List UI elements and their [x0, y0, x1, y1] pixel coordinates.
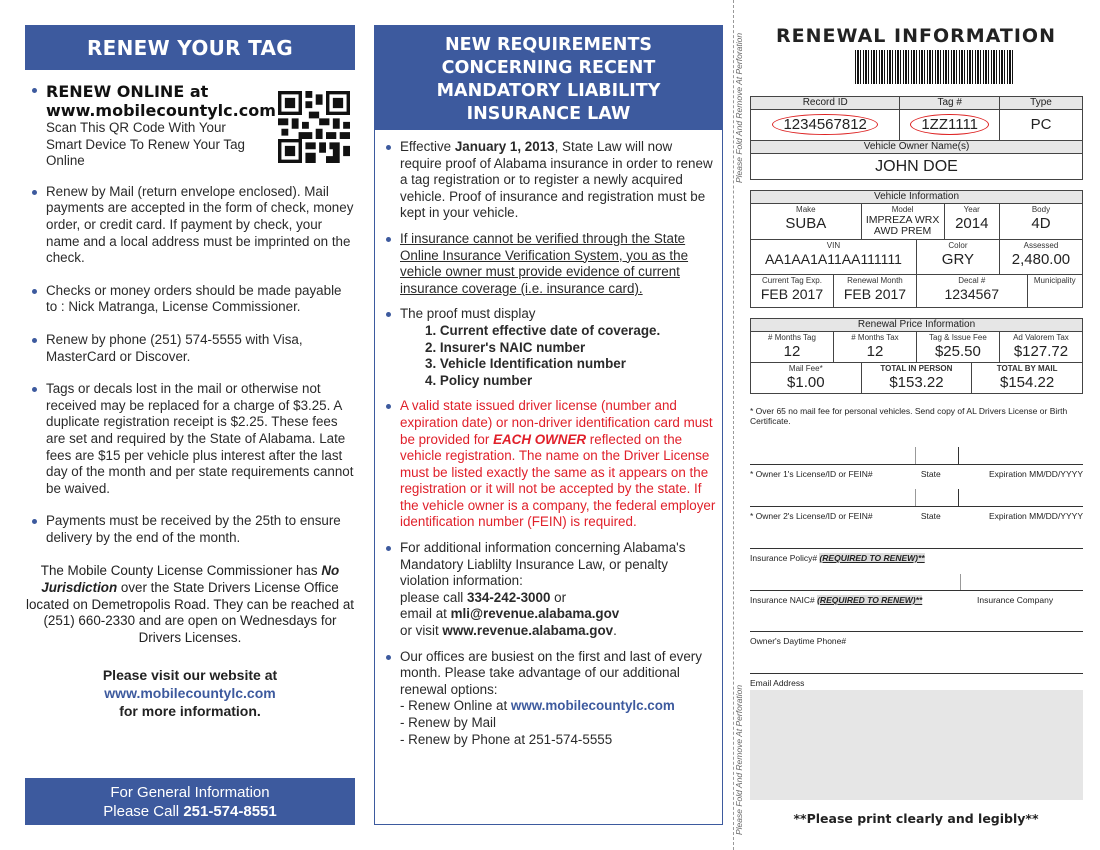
assessed-value: 2,480.00	[1011, 251, 1071, 268]
owner-label: Vehicle Owner Name(s)	[751, 141, 1083, 154]
panel-title: NEW REQUIREMENTS CONCERNING RECENT MANDATORY LIABILITY INSURANCE LAW	[375, 26, 722, 130]
total-by-mail-cell	[972, 363, 1083, 394]
vin-value: AA1AA1A11AA111111	[764, 251, 902, 267]
text: The proof must display	[400, 306, 536, 322]
each-owner-emphasis: EACH OWNER	[493, 431, 587, 447]
color-label: Color	[948, 241, 968, 250]
option: - Renew by Phone at 251-574-5555	[400, 731, 613, 747]
renewal-information-form	[748, 0, 1084, 850]
website-link[interactable]: www.mobilecountylc.com	[104, 685, 276, 702]
assessed-cell	[999, 240, 1082, 275]
price-table	[750, 318, 1083, 394]
renewal-month-label: Renewal Month	[847, 276, 903, 285]
decal-value: 1234567	[944, 286, 999, 302]
renewal-month-value: FEB 2017	[843, 286, 907, 302]
list-item	[379, 398, 716, 531]
text: for more information.	[119, 703, 261, 720]
ad-valorem-label: Ad Valorem Tax	[1013, 333, 1069, 342]
list-item: Payments must be received by the 25th to ensure delivery by the end of the month.	[25, 513, 355, 546]
months-tax-value: 12	[866, 343, 884, 360]
ad-valorem-cell	[999, 332, 1082, 363]
no-jurisdiction-emphasis: No Jurisdiction	[41, 563, 340, 596]
option: - Renew by Mail	[400, 715, 496, 730]
insurance-requirements-panel	[374, 25, 723, 825]
form-title: RENEWAL INFORMATION	[776, 25, 1056, 47]
barcode-icon	[855, 50, 1015, 84]
field-label: Insurance Policy#	[750, 553, 820, 563]
municipality-cell	[1027, 275, 1082, 308]
months-tax-label: # Months Tax	[851, 333, 899, 342]
required-note: (REQUIRED TO RENEW)**	[819, 553, 925, 563]
type-label: Type	[999, 97, 1082, 110]
list-item: Checks or money orders should be made payable to : Nick Matranga, License Commissioner.	[25, 283, 355, 316]
effective-date: January 1, 2013	[454, 139, 555, 154]
footer-text: For General Information	[110, 784, 270, 801]
fee-value: $25.50	[934, 343, 981, 360]
vin-label: VIN	[826, 241, 841, 250]
website-link[interactable]: www.mobilecountylc.com	[510, 698, 675, 714]
field-label: State	[920, 511, 941, 521]
field-label: Email Address	[750, 678, 805, 688]
website-link[interactable]: www.revenue.alabama.gov	[442, 623, 614, 639]
phone-number[interactable]: 334-242-3000	[467, 589, 551, 605]
field-label: Insurance NAIC#	[750, 595, 818, 605]
text: Our offices are busiest on the first and last of every month. Please take advantage of our additional renewal options:	[400, 648, 702, 697]
type-value: PC	[999, 110, 1082, 141]
divider	[915, 447, 916, 464]
footer-text: Please Call	[103, 803, 184, 820]
text: email at	[400, 606, 451, 622]
text: The Mobile County License Commissioner has	[40, 563, 322, 579]
qr-code-icon[interactable]	[278, 91, 350, 163]
months-tag-cell	[751, 332, 834, 363]
year-cell	[944, 204, 999, 240]
color-value: GRY	[941, 251, 975, 268]
fee-cell	[916, 332, 999, 363]
vehicle-info-label: Vehicle Information	[751, 191, 1083, 204]
qr-instructions: Scan This QR Code With Your Smart Device To Renew Your Tag Online	[46, 120, 245, 169]
owner1-license-field[interactable]	[750, 464, 1083, 479]
tag-value: 1ZZ1111	[910, 114, 989, 135]
mail-fee-label: Mail Fee*	[788, 364, 823, 373]
total-by-mail-label: TOTAL BY MAIL	[996, 364, 1058, 373]
decal-cell	[916, 275, 1027, 308]
panel-title: RENEW YOUR TAG	[25, 25, 355, 70]
renew-your-tag-panel	[25, 25, 355, 825]
make-value: SUBA	[785, 215, 827, 232]
visit-website-note	[25, 666, 355, 720]
text: For additional information concerning Alabama's Mandatory Liablilty Insurance Law, or penalty violation information:	[400, 540, 686, 589]
list-item: Tags or decals lost in the mail or otherwise not received may be replaced for a charge of $3.25. A duplicate registration receipt is $2.25. These fees are set and required by the State of Alabama. Late fees are $15 per vehicle plus interest after the last day of the month and per state requirements cannot be waived.	[25, 381, 355, 497]
email-link[interactable]: mli@revenue.alabama.gov	[450, 606, 620, 622]
model-cell	[861, 204, 944, 240]
text: over the State Drivers License Office located on Demetropolis Road. They can be reached at (251) 660-2330 and are open on Wednesdays for Drivers Licenses.	[25, 580, 355, 645]
list-item: If insurance cannot be verified through the State Online Insurance Verification System, you as the vehicle owner must provide evidence of current insurance coverage (i.e. insurance card).	[379, 231, 716, 297]
exp-label: Current Tag Exp.	[762, 276, 822, 285]
list-item	[379, 649, 716, 749]
record-id-value: 1234567812	[772, 114, 877, 135]
body-label: Body	[1031, 205, 1051, 214]
text: or visit	[400, 623, 443, 639]
daytime-phone-field[interactable]	[750, 631, 1083, 646]
assessed-label: Assessed	[1023, 241, 1059, 250]
field-label: Expiration MM/DD/YYYY	[988, 469, 1083, 479]
print-clearly-note: **Please print clearly and legibly**	[793, 811, 1039, 826]
proof-item: 4. Policy number	[425, 372, 533, 388]
months-tag-label: # Months Tag	[768, 333, 816, 342]
list-item	[379, 139, 716, 222]
decal-label: Decal #	[958, 276, 986, 285]
total-in-person-value: $153.22	[889, 374, 944, 391]
email-address-field[interactable]	[750, 690, 1083, 800]
list-item: For additional information concerning Alabama's Mandatory Liablilty Insurance Law, or penalty violation information: please call 334-242-3000 or email at mli@revenue.alabama.gov or visit www.revenue.alabama.gov.	[379, 540, 716, 640]
divider	[958, 489, 959, 506]
email-label-line	[750, 673, 1083, 688]
perforation-label: Please Fold And Remove At Perforation	[734, 684, 744, 835]
owner-value: JOHN DOE	[751, 154, 1083, 180]
tag-label: Tag #	[900, 97, 1000, 110]
record-id-label: Record ID	[751, 97, 900, 110]
text: Please visit our website at	[102, 667, 278, 684]
text: Effective	[400, 139, 455, 154]
insurance-naic-field[interactable]	[750, 590, 1083, 605]
record-table	[750, 96, 1083, 180]
fee-label: Tag & Issue Fee	[929, 333, 987, 342]
ad-valorem-value: $127.72	[1013, 343, 1069, 360]
total-in-person-label: TOTAL IN PERSON	[880, 364, 953, 373]
list-item	[379, 306, 716, 389]
general-info-footer	[25, 778, 355, 825]
mail-fee-note: * Over 65 no mail fee for personal vehicles. Send copy of AL Drivers License or Birth Certificate.	[750, 406, 1068, 426]
months-tax-cell	[833, 332, 916, 363]
text: A valid state issued driver license (number and expiration date) or non-driver identification card must be provided for	[400, 398, 713, 447]
year-label: Year	[963, 205, 980, 214]
color-cell	[916, 240, 999, 275]
year-value: 2014	[955, 215, 989, 232]
field-label: * Owner 1's License/ID or FEIN#	[750, 469, 873, 479]
required-note: (REQUIRED TO RENEW)**	[817, 595, 923, 605]
list-item: Renew by Mail (return envelope enclosed). Mail payments are accepted in the form of check, money order, or credit card. If payment by check, your name and a local address must be imprinted on the check.	[25, 184, 355, 267]
exp-cell	[751, 275, 834, 308]
months-tag-value: 12	[783, 343, 801, 360]
proof-item: 1. Current effective date of coverage.	[425, 322, 661, 338]
text: , State Law will now require proof of Alabama insurance in order to renew a tag registration or to register a newly acquired vehicle. Proof of insurance and registration must be kept in your vehicle.	[400, 139, 713, 221]
mail-fee-value: $1.00	[787, 374, 825, 391]
jurisdiction-note	[25, 563, 355, 646]
body-value: 4D	[1031, 215, 1051, 232]
insurance-policy-field[interactable]	[750, 548, 1083, 563]
vin-cell	[751, 240, 917, 275]
make-label: Make	[796, 205, 816, 214]
total-by-mail-value: $154.22	[1000, 374, 1055, 391]
model-value: IMPREZA WRX AWD PREM	[865, 214, 940, 237]
text: or	[550, 589, 567, 605]
list-item: Renew by phone (251) 574-5555 with Visa, MasterCard or Discover.	[25, 332, 355, 365]
divider	[915, 489, 916, 506]
renew-online-link[interactable]: www.mobilecountylc.com	[46, 101, 276, 120]
body-cell	[999, 204, 1082, 240]
divider	[958, 447, 959, 464]
text: reflected on the vehicle registration. The name on the Driver License must be listed exactly the same as it appears on the registration or it will not be accepted by the state. If the vehicle owner is a company, the federal employer identification number (FEIN) is required.	[400, 431, 716, 530]
renew-online-heading: RENEW ONLINE at	[46, 82, 209, 101]
field-label: * Owner 2's License/ID or FEIN#	[750, 511, 873, 521]
make-cell	[751, 204, 862, 240]
model-label: Model	[891, 205, 914, 214]
text: please call	[400, 589, 467, 605]
field-label: Owner's Daytime Phone#	[750, 636, 847, 646]
insurance-company-label: Insurance Company	[977, 595, 1054, 605]
proof-item: 2. Insurer's NAIC number	[425, 339, 586, 355]
vehicle-info-table	[750, 190, 1083, 308]
field-label: Expiration MM/DD/YYYY	[988, 511, 1083, 521]
owner2-license-field[interactable]	[750, 506, 1083, 521]
proof-item: 3. Vehicle Identification number	[425, 356, 626, 372]
text: - Renew Online at	[400, 698, 511, 714]
field-label: State	[920, 469, 941, 479]
phone-number[interactable]: 251-574-8551	[183, 803, 277, 820]
perforation-label: Please Fold And Remove At Perforation	[734, 32, 744, 183]
total-in-person-cell	[861, 363, 972, 394]
municipality-label: Municipality	[1033, 276, 1076, 285]
exp-value: FEB 2017	[760, 286, 824, 302]
price-info-label: Renewal Price Information	[751, 319, 1083, 332]
mail-fee-cell	[751, 363, 862, 394]
renewal-month-cell	[833, 275, 916, 308]
divider	[960, 574, 961, 590]
